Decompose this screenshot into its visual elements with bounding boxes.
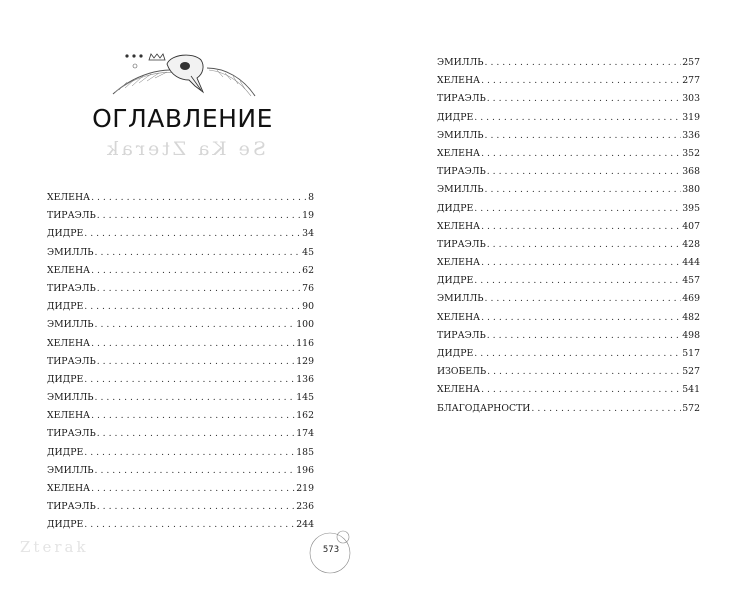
toc-entry-page: 336 (682, 129, 700, 141)
leader-dots (97, 353, 296, 371)
toc-entry-label: ЭМИЛЛЬ (437, 184, 484, 196)
toc-entry-label: ДИДРЕ (437, 348, 474, 359)
toc-entry-page: 407 (682, 220, 700, 232)
toc-entry-page: 368 (682, 166, 700, 178)
toc-entry-label: ТИРАЭЛЬ (47, 282, 96, 294)
toc-entry-label: ДИДРЕ (47, 301, 84, 313)
leader-dots (84, 225, 301, 243)
toc-entry-label: ДИДРЕ (437, 202, 474, 214)
leader-dots (487, 327, 682, 345)
leader-dots (474, 272, 681, 290)
toc-entry-page: 145 (296, 392, 314, 404)
leader-dots (91, 262, 301, 280)
toc-entry (437, 145, 700, 163)
toc-entry-label: ТИРАЭЛЬ (47, 501, 96, 513)
leader-dots (84, 444, 295, 462)
leader-dots (487, 363, 681, 381)
toc-entry (47, 425, 314, 443)
toc-entry-page: 303 (682, 93, 700, 105)
toc-entry-page: 136 (296, 373, 314, 385)
toc-entry-label: ТИРАЭЛЬ (437, 329, 486, 341)
toc-entry-label: ДИДРЕ (437, 111, 474, 123)
toc-entry (437, 345, 700, 363)
toc-entry (47, 316, 314, 334)
leader-dots (481, 72, 681, 90)
toc-entry-label: ТИРАЭЛЬ (47, 355, 96, 367)
raven-skull-feathers-icon (105, 46, 260, 106)
toc-entry-page: 541 (682, 384, 700, 396)
leader-dots (481, 218, 681, 236)
toc-entry-label: ТИРАЭЛЬ (437, 93, 486, 105)
toc-entry-label: ТИРАЭЛЬ (47, 428, 96, 440)
toc-entry (437, 309, 700, 327)
toc-entry (47, 207, 314, 225)
toc-entry (437, 200, 700, 218)
leader-dots (91, 480, 295, 498)
toc-entry (47, 298, 314, 316)
toc-entry-page: 517 (682, 348, 700, 359)
toc-entry-label: ХЕЛЕНА (437, 75, 481, 87)
toc-entry-label: ДИДРЕ (47, 228, 84, 240)
toc-entry (437, 327, 700, 345)
leader-dots (487, 163, 682, 181)
toc-entry-label: ДИДРЕ (47, 519, 84, 531)
toc-entry (47, 353, 314, 371)
toc-entry-label: ДИДРЕ (47, 373, 84, 385)
toc-entry-page: 8 (308, 192, 314, 203)
toc-entry (437, 236, 700, 254)
toc-entry-label: ХЕЛЕНА (437, 257, 481, 269)
toc-entry-page: 572 (682, 402, 700, 414)
leader-dots (481, 145, 681, 163)
toc-entry-label: ХЕЛЕНА (47, 483, 91, 494)
page-number: 573 (322, 545, 340, 555)
page-title: ОГЛАВЛЕНИЕ (92, 104, 273, 133)
leader-dots (485, 181, 682, 199)
toc-entry-label: ХЕЛЕНА (47, 337, 91, 349)
leader-dots (474, 200, 681, 218)
leader-dots (95, 389, 296, 407)
toc-entry (47, 389, 314, 407)
toc-entry (437, 90, 700, 108)
toc-entry-page: 428 (682, 238, 700, 250)
toc-entry-page: 482 (682, 311, 700, 323)
leader-dots (84, 516, 295, 534)
toc-entry-page: 352 (682, 147, 700, 159)
leader-dots (485, 127, 682, 145)
toc-entry-page: 257 (682, 57, 700, 68)
leader-dots (481, 254, 681, 272)
leader-dots (84, 371, 295, 389)
toc-entry-label: ЭМИЛЛЬ (47, 319, 94, 331)
toc-entry-label: ЭМИЛЛЬ (47, 246, 94, 258)
toc-entry (437, 290, 700, 308)
leader-dots (481, 309, 681, 327)
toc-entry (47, 189, 314, 207)
toc-entry-label: ИЗОБЕЛЬ (437, 366, 487, 378)
leader-dots (95, 244, 302, 262)
toc-entry-page: 277 (682, 75, 700, 87)
toc-entry-label: ХЕЛЕНА (437, 311, 481, 323)
toc-entry (437, 272, 700, 290)
toc-list-right (437, 54, 700, 418)
watermark-text: Zterak (20, 538, 89, 556)
toc-entry (47, 480, 314, 498)
leader-dots (474, 345, 681, 363)
toc-entry (47, 262, 314, 280)
toc-entry-page: 34 (302, 228, 314, 240)
leader-dots (97, 498, 296, 516)
toc-entry-label: ХЕЛЕНА (437, 147, 481, 159)
toc-entry (437, 400, 700, 418)
toc-entry-page: 498 (682, 329, 700, 341)
toc-entry-label: ТИРАЭЛЬ (437, 166, 486, 178)
mirrored-subtitle: Se Ka Zterak (104, 138, 266, 160)
toc-entry (437, 254, 700, 272)
toc-entry-page: 116 (296, 337, 314, 349)
toc-entry-page: 236 (296, 501, 314, 513)
toc-entry (47, 225, 314, 243)
toc-entry (47, 516, 314, 534)
toc-entry (47, 244, 314, 262)
toc-entry (47, 335, 314, 353)
toc-entry-label: ЭМИЛЛЬ (437, 293, 484, 305)
toc-entry-page: 185 (296, 446, 314, 458)
toc-entry-label: ЭМИЛЛЬ (437, 57, 484, 68)
leader-dots (95, 462, 296, 480)
leader-dots (474, 109, 681, 127)
leader-dots (95, 316, 296, 334)
toc-list-left (47, 189, 314, 535)
toc-entry-page: 90 (302, 301, 314, 313)
toc-entry (437, 181, 700, 199)
leader-dots (485, 54, 682, 72)
toc-entry-page: 129 (296, 355, 314, 367)
toc-entry-label: ЭМИЛЛЬ (47, 392, 94, 404)
toc-entry-page: 319 (682, 111, 700, 123)
toc-entry (437, 109, 700, 127)
toc-entry-page: 19 (302, 210, 314, 222)
toc-entry-label: ДИДРЕ (437, 275, 474, 287)
toc-entry-page: 380 (682, 184, 700, 196)
leader-dots (91, 407, 295, 425)
leader-dots (91, 189, 307, 207)
toc-entry-page: 174 (296, 428, 314, 440)
toc-entry (437, 72, 700, 90)
toc-entry-label: ХЕЛЕНА (47, 410, 91, 422)
toc-entry-label: ЭМИЛЛЬ (437, 129, 484, 141)
toc-entry-page: 457 (682, 275, 700, 287)
toc-entry-page: 395 (682, 202, 700, 214)
toc-entry (437, 163, 700, 181)
toc-entry-page: 45 (302, 246, 314, 258)
toc-entry (47, 498, 314, 516)
toc-entry-label: ХЕЛЕНА (437, 384, 481, 396)
toc-entry-label: ЭМИЛЛЬ (47, 464, 94, 476)
toc-entry-label: ХЕЛЕНА (47, 192, 91, 203)
toc-entry-page: 444 (682, 257, 700, 269)
leader-dots (97, 280, 301, 298)
toc-entry-page: 469 (682, 293, 700, 305)
toc-entry-label: ХЕЛЕНА (47, 264, 91, 276)
toc-entry (437, 127, 700, 145)
toc-entry (47, 371, 314, 389)
toc-entry-label: ТИРАЭЛЬ (47, 210, 96, 222)
toc-entry-label: ХЕЛЕНА (437, 220, 481, 232)
leader-dots (487, 236, 682, 254)
toc-entry-page: 62 (302, 264, 314, 276)
leader-dots (481, 381, 681, 399)
toc-entry-label: ТИРАЭЛЬ (437, 238, 486, 250)
toc-entry-page: 196 (296, 464, 314, 476)
leader-dots (97, 425, 296, 443)
toc-entry (437, 363, 700, 381)
toc-entry-page: 244 (296, 519, 314, 531)
toc-entry-page: 162 (296, 410, 314, 422)
leader-dots (531, 400, 681, 418)
toc-entry (47, 407, 314, 425)
toc-entry (437, 381, 700, 399)
toc-entry-label: БЛАГОДАРНОСТИ (437, 402, 531, 414)
toc-entry (437, 54, 700, 72)
toc-entry-label: ДИДРЕ (47, 446, 84, 458)
toc-entry (47, 462, 314, 480)
toc-entry-page: 219 (296, 483, 314, 494)
toc-entry-page: 100 (296, 319, 314, 331)
toc-entry (437, 218, 700, 236)
leader-dots (84, 298, 301, 316)
toc-entry-page: 527 (682, 366, 700, 378)
leader-dots (485, 290, 682, 308)
toc-entry (47, 280, 314, 298)
leader-dots (487, 90, 682, 108)
leader-dots (91, 335, 295, 353)
toc-entry (47, 444, 314, 462)
leader-dots (97, 207, 301, 225)
toc-entry-page: 76 (302, 282, 314, 294)
